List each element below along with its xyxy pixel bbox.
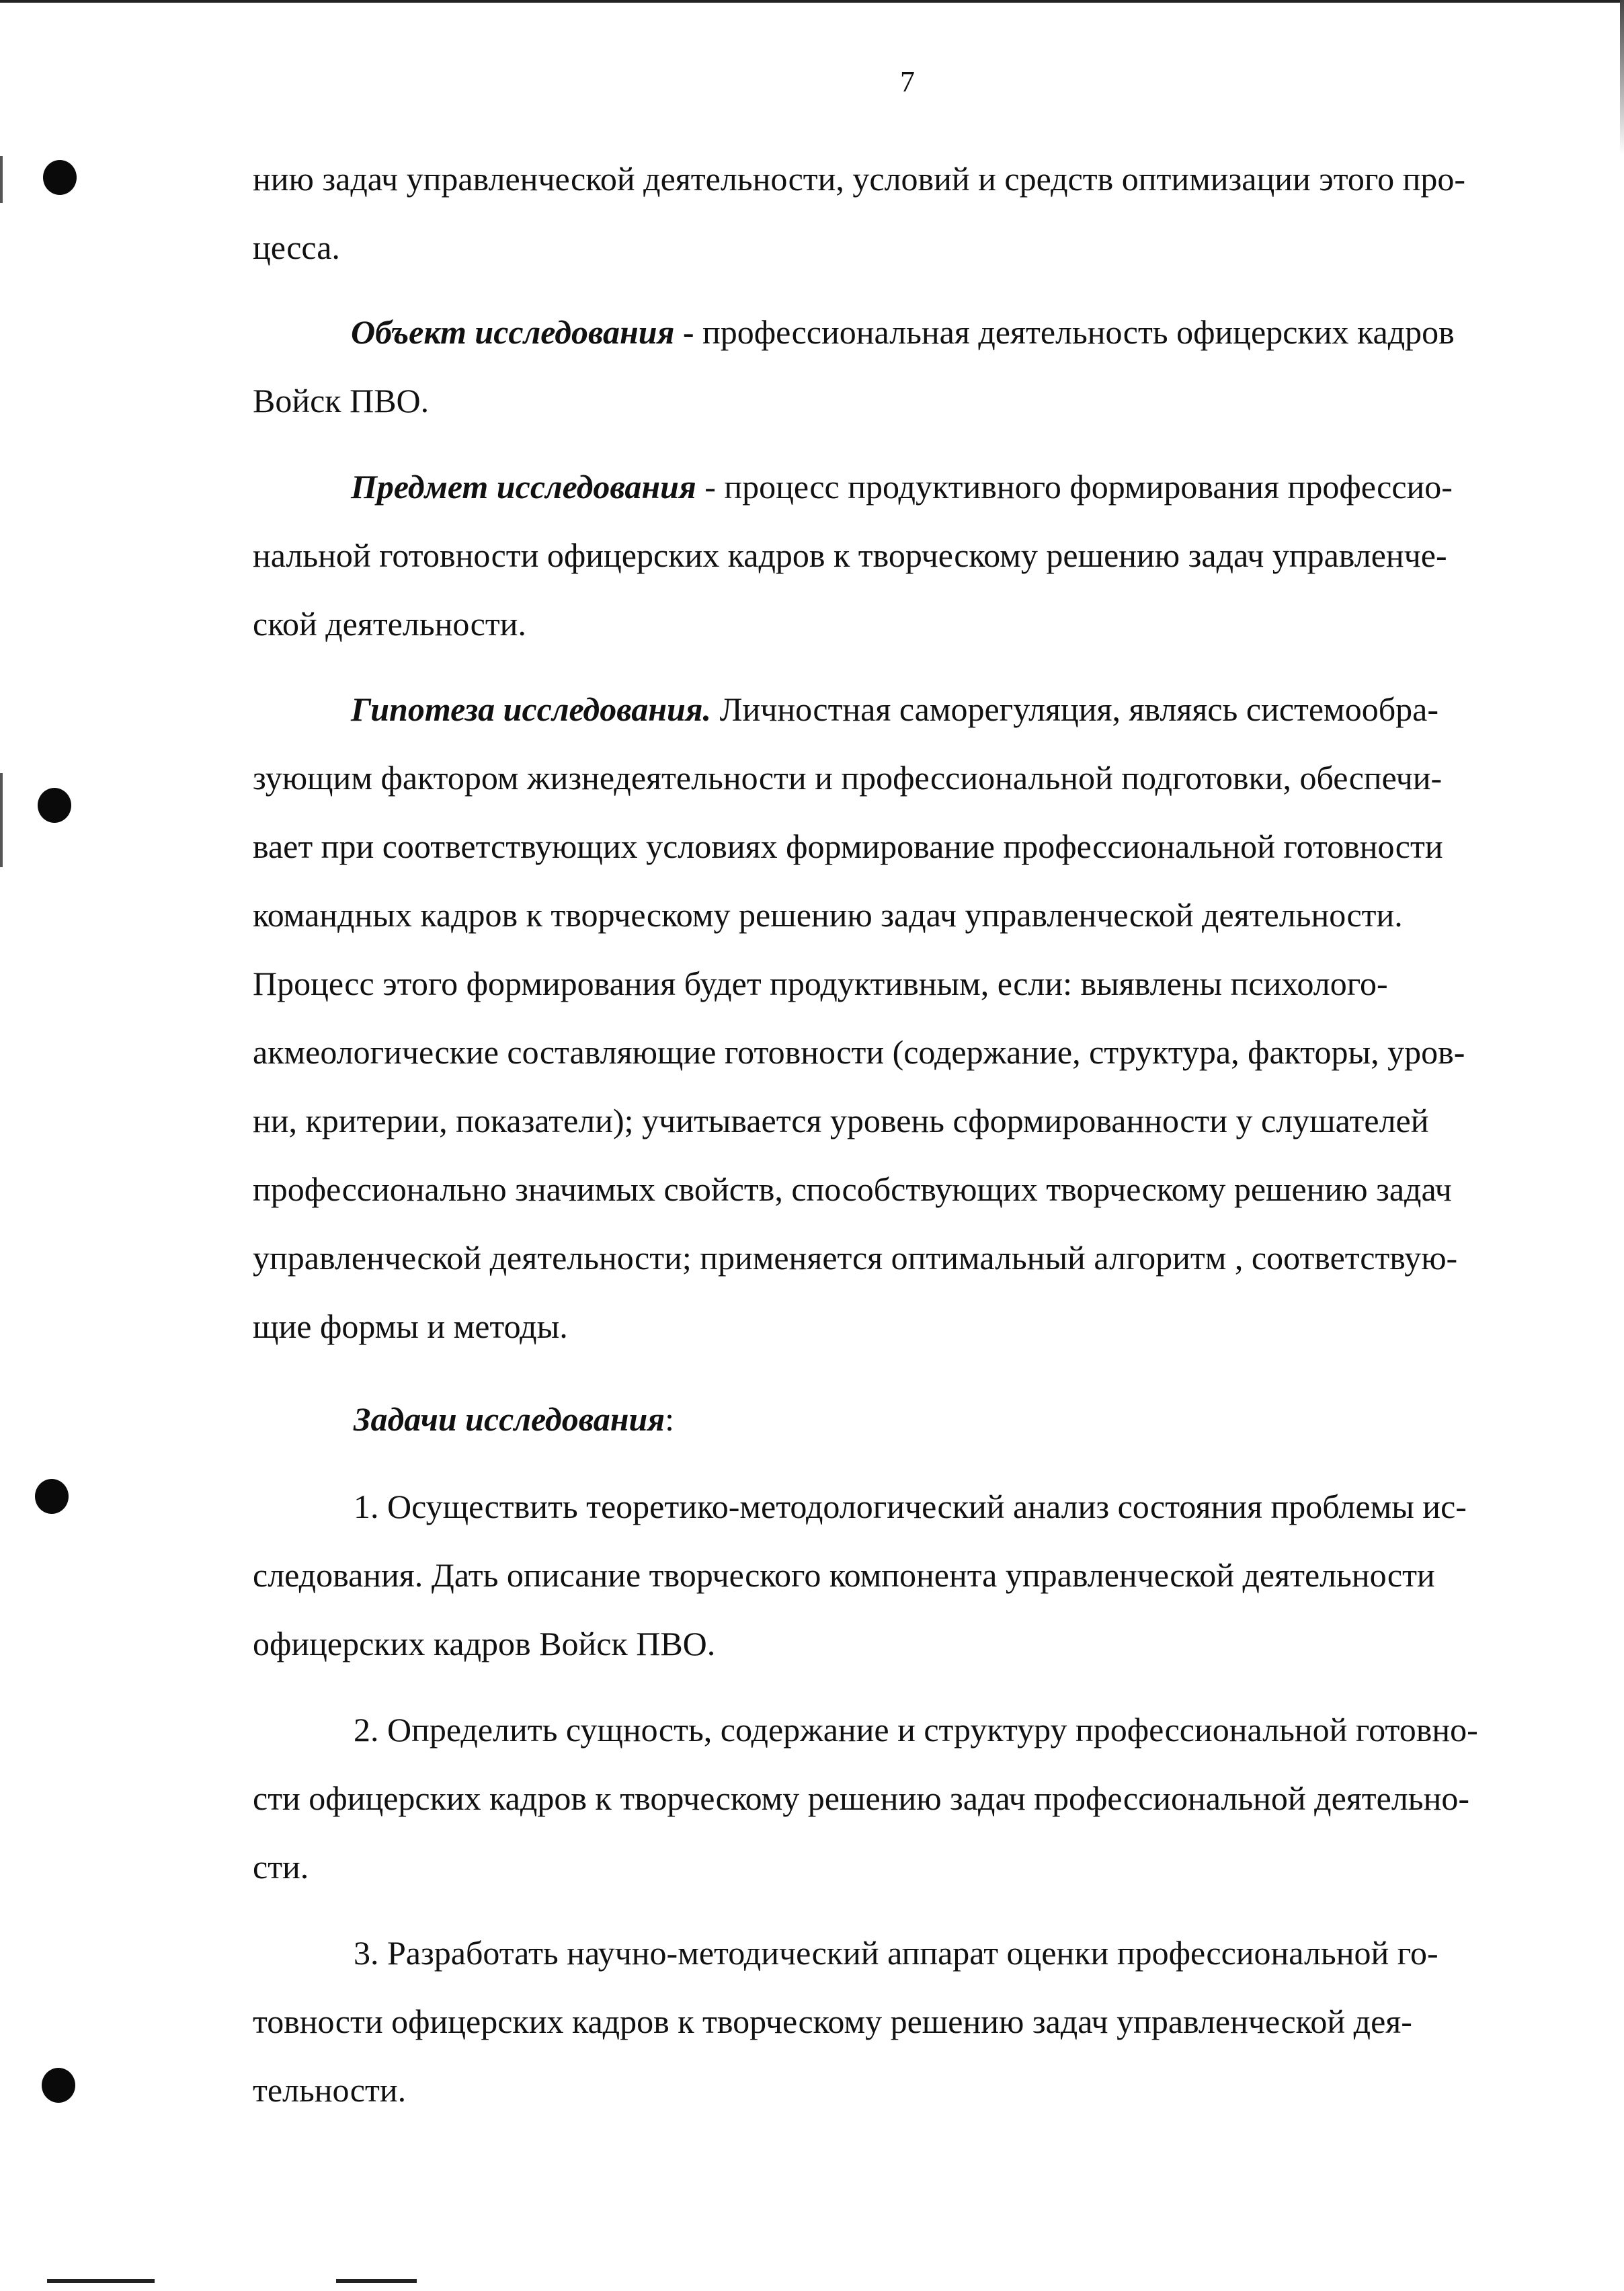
text-line: Процесс этого формирования будет продуктивным, если: выявлены психолого- xyxy=(253,965,1388,1002)
term-object: Объект исследования xyxy=(351,313,675,351)
task-item-1: 1. Осуществить теоретико-методологический анализ состояния проблемы ис- xyxy=(354,1488,1467,1525)
text-line: офицерских кадров Войск ПВО. xyxy=(253,1625,716,1662)
text-line: вает при соответствующих условиях формирование профессиональной готовности xyxy=(253,828,1443,865)
term-hypothesis: Гипотеза исследования. xyxy=(351,690,712,728)
scan-margin-mark xyxy=(0,773,3,867)
binder-hole xyxy=(42,2068,75,2103)
text-line: - процесс продуктивного формирования профессио- xyxy=(696,468,1453,506)
paragraph-subject xyxy=(351,452,1453,521)
scan-top-edge xyxy=(0,0,1624,3)
paragraph-tasks-heading xyxy=(354,1385,674,1453)
text-line: Личностная саморегуляция, являясь системообра- xyxy=(711,690,1438,728)
term-tasks: Задачи исследования xyxy=(354,1400,665,1438)
text-line: акмеологические составляющие готовности (содержание, структура, факторы, уров- xyxy=(253,1033,1465,1071)
text-line: профессионально значимых свойств, способствующих творческому решению задач xyxy=(253,1170,1452,1208)
text-line: нальной готовности офицерских кадров к творческому решению задач управленче- xyxy=(253,536,1447,574)
page-number: 7 xyxy=(900,65,915,98)
text-line: : xyxy=(665,1400,674,1438)
binder-hole xyxy=(43,160,77,195)
paragraph-hypothesis xyxy=(351,675,1438,743)
text-line: сти. xyxy=(253,1848,309,1886)
text-line: щие формы и методы. xyxy=(253,1308,568,1345)
scan-bottom-mark xyxy=(47,2279,155,2283)
text-line: сти офицерских кадров к творческому решению задач профессиональной деятельно- xyxy=(253,1779,1470,1817)
text-line: зующим фактором жизнедеятельности и профессиональной подготовки, обеспечи- xyxy=(253,759,1443,797)
text-line: Войск ПВО. xyxy=(253,382,430,419)
task-item-3: 3. Разработать научно-методический аппарат оценки профессиональной го- xyxy=(354,1934,1438,1972)
task-item-2: 2. Определить сущность, содержание и структуру профессиональной готовно- xyxy=(354,1711,1478,1749)
text-line: ни, критерии, показатели); учитывается уровень сформированности у слушателей xyxy=(253,1102,1429,1139)
text-line: следования. Дать описание творческого компонента управленческой деятельности xyxy=(253,1556,1435,1594)
text-line: цесса. xyxy=(253,229,340,266)
text-line: командных кадров к творческому решению задач управленческой деятельности. xyxy=(253,896,1403,934)
text-line: тельности. xyxy=(253,2071,407,2109)
text-line: нию задач управленческой деятельности, условий и средств оптимизации этого про- xyxy=(253,160,1466,198)
paragraph-object xyxy=(351,298,1455,366)
binder-hole xyxy=(35,1479,69,1514)
scan-bottom-mark xyxy=(336,2279,417,2283)
text-line: - профессиональная деятельность офицерских кадров xyxy=(674,313,1455,351)
binder-hole xyxy=(38,788,71,823)
text-line: товности офицерских кадров к творческому решению задач управленческой дея- xyxy=(253,2003,1412,2040)
text-line: ской деятельности. xyxy=(253,605,526,643)
scan-margin-mark xyxy=(0,156,3,203)
term-subject: Предмет исследования xyxy=(351,468,696,506)
text-line: управленческой деятельности; применяется оптимальный алгоритм , соответствую- xyxy=(253,1239,1458,1277)
